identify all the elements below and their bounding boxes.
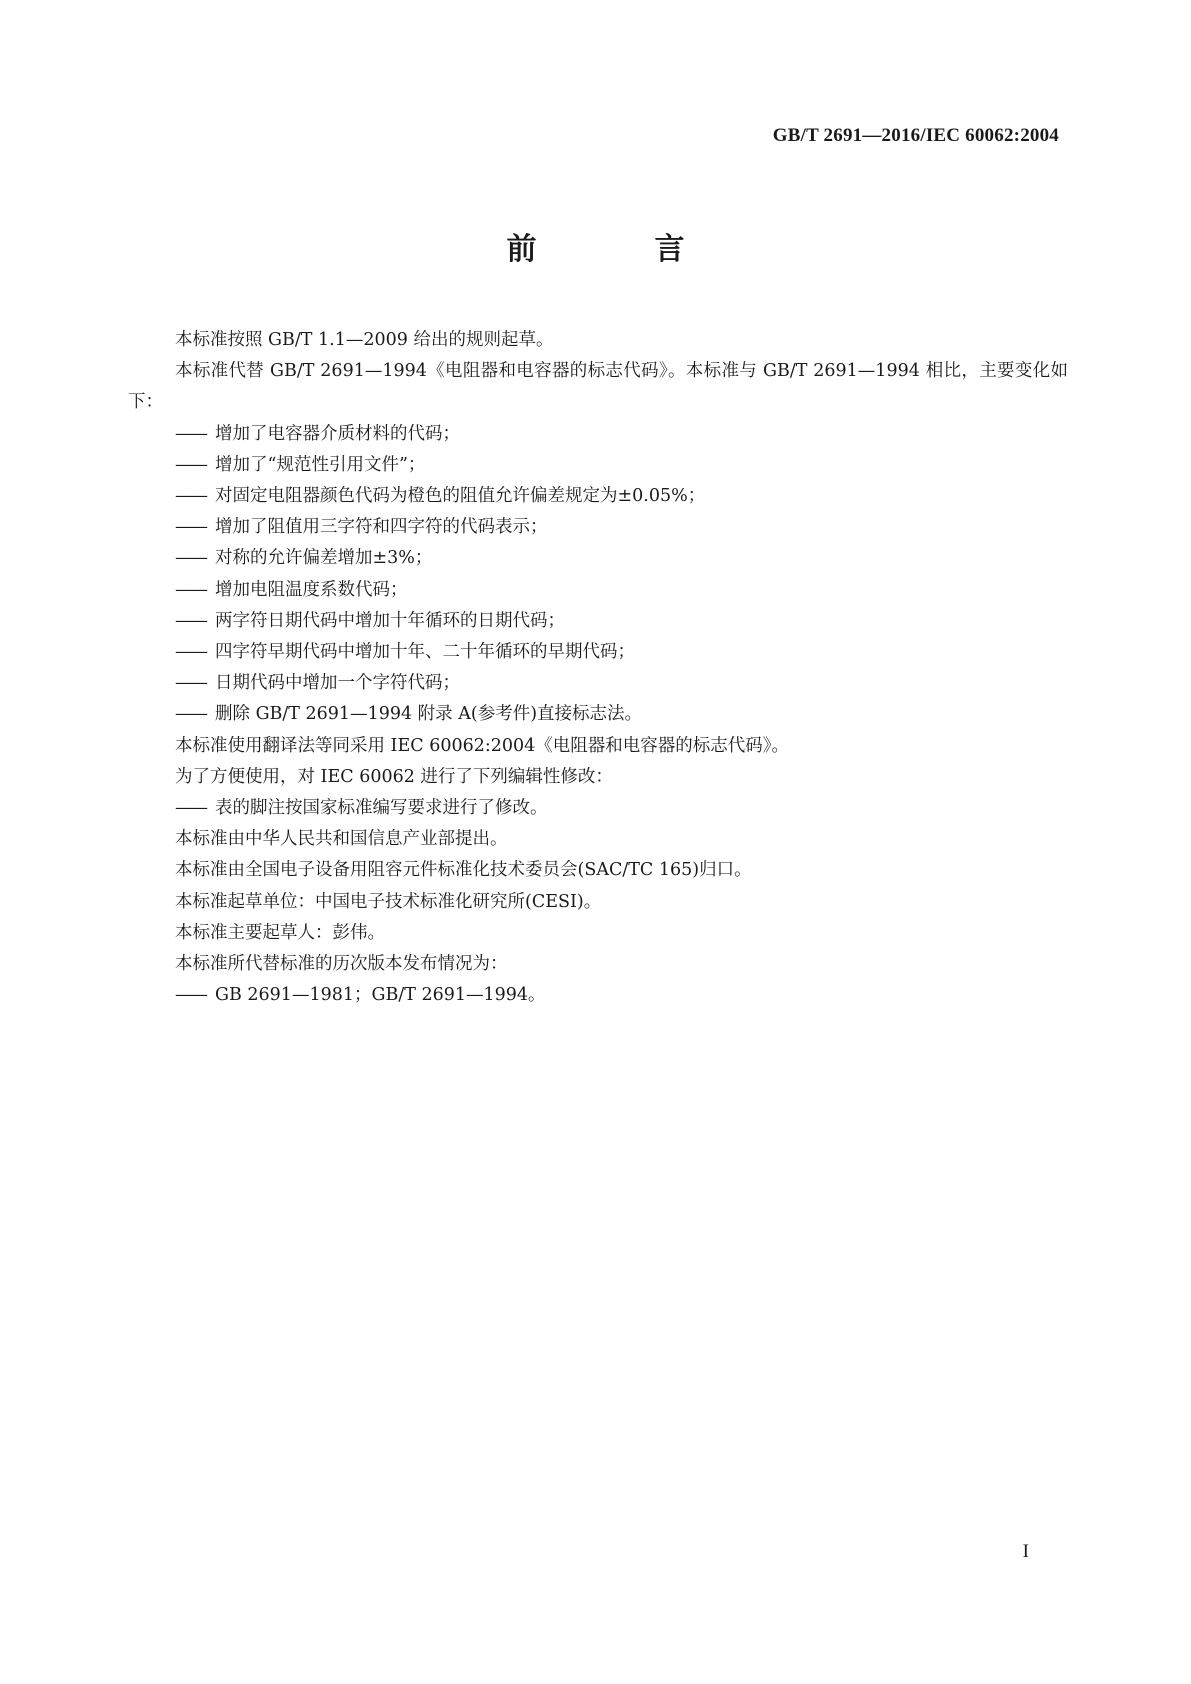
list-item (128, 668, 1068, 699)
dash-mark: —— (175, 642, 206, 663)
list-item-text: 四字符早期代码中增加十年、二十年循环的早期代码； (215, 642, 635, 663)
dash-mark: —— (175, 517, 206, 538)
dash-mark: —— (175, 548, 206, 569)
list-item (128, 575, 1068, 606)
list-item-text: 增加了阻值用三字符和四字符的代码表示； (215, 517, 548, 538)
dash-mark: —— (175, 673, 206, 694)
list-item (128, 543, 1068, 574)
page-title: 前 言 (506, 232, 729, 267)
list-item (128, 481, 1068, 512)
list-item-text: 表的脚注按国家标准编写要求进行了修改。 (215, 798, 548, 819)
document-body (128, 325, 1068, 1011)
list-item-text: 删除 GB/T 2691—1994 附录 A(参考件)直接标志法。 (215, 704, 643, 725)
list-item (128, 419, 1068, 450)
list-item-text: GB 2691—1981；GB/T 2691—1994。 (215, 985, 546, 1006)
paragraph-drafter: 本标准主要起草人：彭伟。 (175, 922, 385, 943)
dash-mark: —— (175, 486, 206, 507)
list-item-text: 对称的允许偏差增加±3%； (215, 548, 433, 569)
list-item-text: 日期代码中增加一个字符代码； (215, 673, 460, 694)
dash-mark: —— (175, 985, 206, 1006)
paragraph-adoption: 本标准使用翻译法等同采用 IEC 60062:2004《电阻器和电容器的标志代码》。 (175, 735, 790, 756)
paragraph-proposer: 本标准由中华人民共和国信息产业部提出。 (175, 829, 508, 850)
list-item (128, 637, 1068, 668)
dash-mark: —— (175, 454, 206, 475)
standard-code-header: GB/T 2691—2016/IEC 60062:2004 (772, 125, 1059, 146)
dash-mark: —— (175, 798, 206, 819)
paragraph-drafting-rules: 本标准按照 GB/T 1.1—2009 给出的规则起草。 (175, 330, 554, 350)
list-item (128, 980, 1068, 1011)
dash-mark: —— (175, 423, 206, 444)
paragraph-committee: 本标准由全国电子设备用阻容元件标准化技术委员会(SAC/TC 165)归口。 (175, 860, 752, 881)
list-item (128, 606, 1068, 637)
list-item (128, 512, 1068, 543)
dash-mark: —— (175, 610, 206, 631)
paragraph-editorial-changes: 为了方便使用，对 IEC 60062 进行了下列编辑性修改： (175, 766, 613, 787)
dash-mark: —— (175, 704, 206, 725)
page-number: I (1022, 1541, 1029, 1562)
list-item-text: 对固定电阻器颜色代码为橙色的阻值允许偏差规定为±0.05%； (215, 486, 706, 507)
list-item-text: 两字符日期代码中增加十年循环的日期代码； (215, 610, 565, 631)
list-item (128, 450, 1068, 481)
list-item-text: 增加了电容器介质材料的代码； (215, 423, 460, 444)
list-item-text: 增加了“规范性引用文件”； (215, 454, 426, 475)
paragraph-replacement: 本标准代替 GB/T 2691—1994《电阻器和电容器的标志代码》。本标准与 GB/T 2691—1994 相比，主要变化如下： (128, 361, 1068, 413)
list-item (128, 699, 1068, 730)
paragraph-drafting-unit: 本标准起草单位：中国电子技术标准化研究所(CESI)。 (175, 891, 602, 912)
paragraph-history: 本标准所代替标准的历次版本发布情况为： (175, 954, 508, 975)
list-item-text: 增加电阻温度系数代码； (215, 579, 408, 600)
dash-mark: —— (175, 579, 206, 600)
list-item (128, 793, 1068, 824)
